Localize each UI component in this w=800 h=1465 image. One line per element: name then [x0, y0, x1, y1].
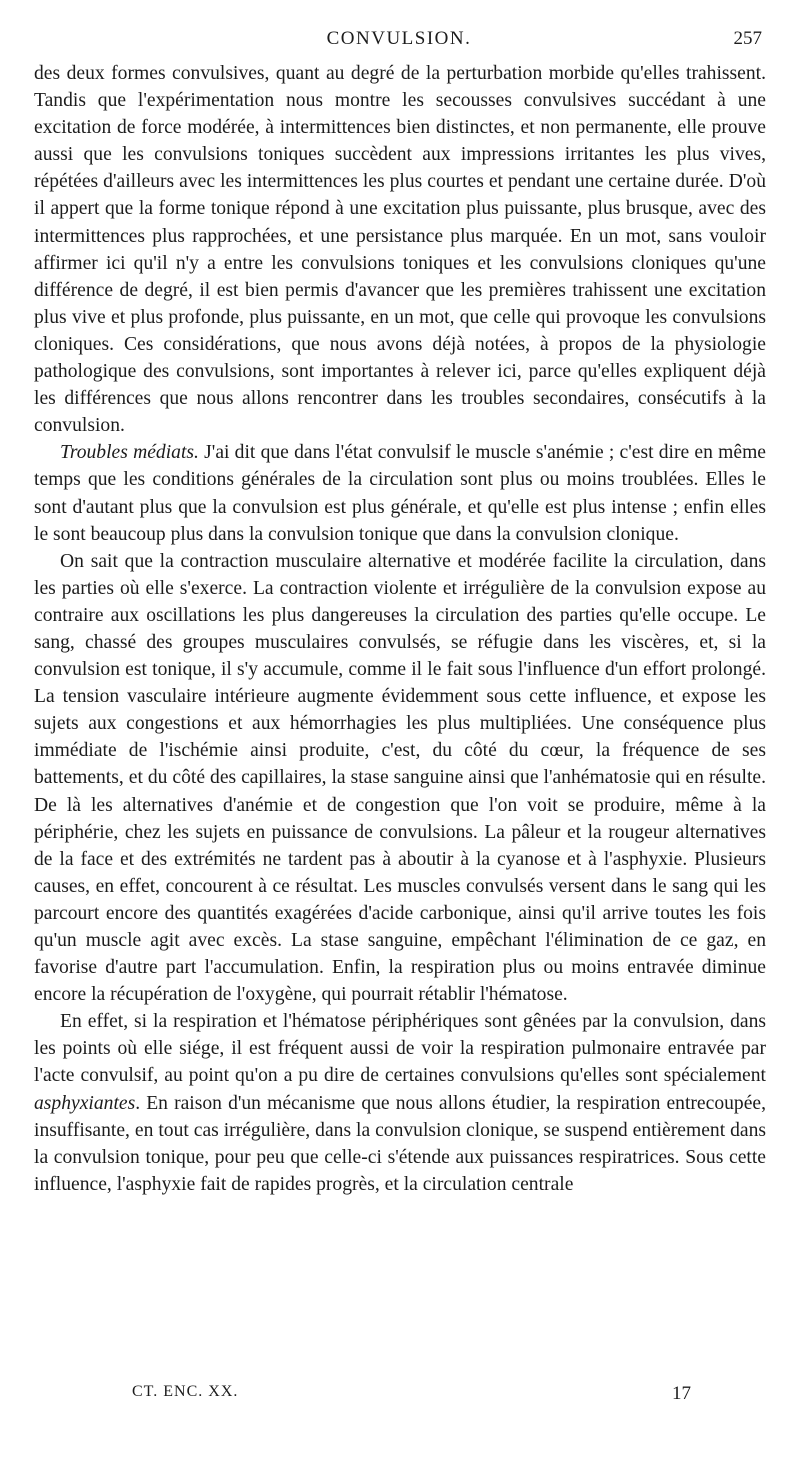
paragraph	[34, 439, 766, 547]
text-segment: J'ai dit que dans l'état convulsif le muscle s'anémie ; c'est dire en même temps que les conditions générales de la circulation sont plus ou moins troublées. Elles le sont d'autant plus que la convulsion est plus générale, et qu'elle est plus intense ; enfin elles le sont beaucoup plus dans la convulsion tonique que dans la convulsion clonique.	[34, 442, 767, 545]
text-segment: des deux formes convulsives, quant au degré de la perturbation morbide qu'elles trahissent. Tandis que l'expérimentation nous montre les secousses convulsives succédant à une excitation de force modérée, à intermittences bien distinctes, et non permanente, elle prouve aussi que les convulsions toniques succèdent aux impressions irritantes les plus vives, répétées d'ailleurs avec les intermittences les plus courtes et pendant une certaine durée. D'où il appert que la forme tonique répond à une excitation plus puissante, plus brusque, avec des intermittences plus rapprochées, et une persistance plus marquée. En un mot, sans vouloir affirmer ici qu'il n'y a entre les convulsions toniques et les convulsions cloniques qu'une différence de degré, il est bien permis d'avancer que les premières trahissent une excitation plus vive et plus profonde, plus puissante, en un mot, que celle qui provoque les convulsions cloniques. Ces considérations, que nous avons déjà notées, à propos de la physiologie pathologique des convulsions, sont importantes à relever ici, parce qu'elles expliquent déjà les différences que nous allons rencontrer dans les troubles secondaires, consécutifs à la convulsion.	[34, 63, 766, 437]
paragraph	[34, 1008, 766, 1198]
page-number: 257	[733, 28, 762, 49]
text-segment: . En raison d'un mécanisme que nous allons étudier, la respiration entrecoupée, insuffisante, en tout cas irrégulière, dans la convulsion clonique, se suspend entièrement dans la convulsion tonique, pour peu que celle-ci s'étende aux puissances respiratrices. Sous cette influence, l'asphyxie fait de rapides progrès, et la circulation centrale	[34, 1092, 766, 1195]
paragraph	[34, 60, 766, 439]
text-segment: On sait que la contraction musculaire alternative et modérée facilite la circulation, dans les parties où elle s'exerce. La contraction violente et irrégulière de la convulsion expose au contraire aux oscillations les plus dangereuses la circulation des parties qu'elle occupe. Le sang, chassé des groupes musculaires convulsés, se réfugie dans les viscères, et, si la convulsion est tonique, il s'y accumule, comme il le fait sous l'influence d'un effort prolongé. La tension vasculaire intérieure augmente évidemment sous cette influence, et expose les sujets aux congestions et aux hémorrhagies les plus multipliées. Une conséquence plus immédiate de l'ischémie ainsi produite, c'est, du côté du cœur, la fréquence de ses battements, et du côté des capillaires, la stase sanguine ainsi que l'anhématosie qui en résulte. De là les alternatives d'anémie et de congestion que l'on voit se produire, même à la périphérie, chez les sujets en puissance de convulsions. La pâleur et la rougeur alternatives de la face et des extrémités ne tardent pas à aboutir à la cyanose et à l'asphyxie. Plusieurs causes, en effet, concourent à ce résultat. Les muscles convulsés versent dans le sang qui les parcourt encore des quantités exagérées d'acide carbonique, ainsi qu'il arrive toutes les fois qu'un muscle agit avec excès. La stase sanguine, empêchant l'élimination de ce gaz, en favorise d'autre part l'accumulation. Enfin, la respiration plus ou moins entravée diminue encore la récupération de l'oxygène, qui pourrait rétablir l'hématose.	[34, 550, 766, 1006]
italic-term: asphyxiantes	[34, 1092, 136, 1114]
section-heading: Troubles médiats.	[60, 442, 199, 464]
text-segment: En effet, si la respiration et l'hématose périphériques sont gênées par la convulsion, dans les points où elle siége, il est fréquent aussi de voir la respiration pulmonaire entravée par l'acte convulsif, au point qu'on a pu dire de certaines convulsions qu'elles sont spécialement	[34, 1011, 766, 1087]
printer-signature: CT. ENC. XX.	[132, 1383, 239, 1400]
paragraph	[34, 548, 766, 1009]
page-footer	[34, 1383, 764, 1413]
page-header	[34, 28, 764, 58]
running-title: CONVULSION.	[326, 28, 472, 49]
body-text	[34, 60, 766, 1198]
sheet-number: 17	[672, 1383, 691, 1404]
